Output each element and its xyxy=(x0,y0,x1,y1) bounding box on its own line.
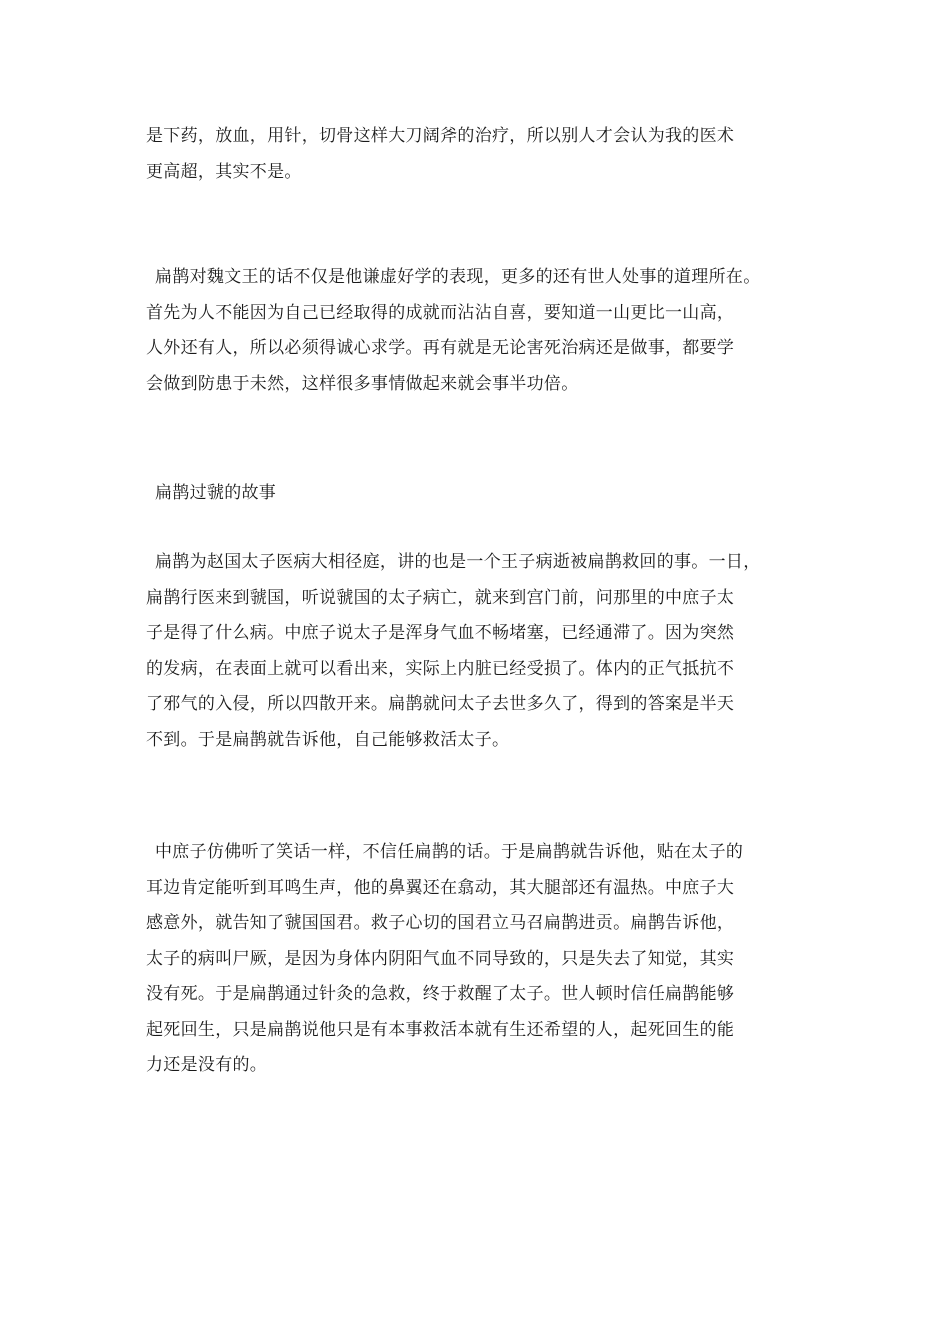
paragraph-story-intro xyxy=(146,545,826,758)
paragraph-line: 感意外，就告知了虢国国君。救子心切的国君立马召扁鹊进贡。扁鹊告诉他， xyxy=(146,913,735,933)
paragraph-line: 的发病，在表面上就可以看出来，实际上内脏已经受损了。体内的正气抵抗不 xyxy=(146,658,735,679)
paragraph-line: 中庶子仿佛听了笑话一样，不信任扁鹊的话。于是扁鹊就告诉他，贴在太子的 xyxy=(155,842,744,862)
paragraph-lesson xyxy=(146,260,826,402)
heading-text: 扁鹊过虢的故事 xyxy=(155,483,277,503)
paragraph-line: 太子的病叫尸厥，是因为身体内阴阳气血不同导致的，只是失去了知觉，其实 xyxy=(146,948,735,969)
paragraph-line: 耳边肯定能听到耳鸣生声，他的鼻翼还在翕动，其大腿部还有温热。中庶子大 xyxy=(146,877,735,898)
paragraph-line: 没有死。于是扁鹊通过针灸的急救，终于救醒了太子。世人顿时信任扁鹊能够 xyxy=(146,984,735,1004)
paragraph-line: 更高超，其实不是。 xyxy=(146,161,302,182)
paragraph-treatment-ending xyxy=(146,119,826,190)
paragraph-line: 首先为人不能因为自己已经取得的成就而沾沾自喜，要知道一山更比一山高， xyxy=(146,302,735,323)
paragraph-line: 是下药，放血，用针，切骨这样大刀阔斧的治疗，所以别人才会认为我的医术 xyxy=(146,126,735,146)
paragraph-line: 会做到防患于未然，这样很多事情做起来就会事半功倍。 xyxy=(146,373,579,394)
section-heading xyxy=(146,476,826,512)
paragraph-line: 起死回生，只是扁鹊说他只是有本事救活本就有生还希望的人，起死回生的能 xyxy=(146,1019,735,1040)
paragraph-line: 不到。于是扁鹊就告诉他，自己能够救活太子。 xyxy=(146,729,510,750)
paragraph-line: 子是得了什么病。中庶子说太子是浑身气血不畅堵塞，已经通滞了。因为突然 xyxy=(146,623,735,643)
paragraph-line: 了邪气的入侵，所以四散开来。扁鹊就问太子去世多久了，得到的答案是半天 xyxy=(146,694,735,714)
paragraph-line: 扁鹊行医来到虢国，听说虢国的太子病亡，就来到宫门前，问那里的中庶子太 xyxy=(146,587,735,608)
paragraph-line: 扁鹊为赵国太子医病大相径庭，讲的也是一个王子病逝被扁鹊救回的事。一日， xyxy=(155,552,761,572)
paragraph-story-rescue xyxy=(146,835,826,1084)
paragraph-line: 人外还有人，所以必须得诚心求学。再有就是无论害死治病还是做事，都要学 xyxy=(146,338,735,358)
paragraph-line: 力还是没有的。 xyxy=(146,1055,268,1075)
paragraph-line: 扁鹊对魏文王的话不仅是他谦虚好学的表现，更多的还有世人处事的道理所在。 xyxy=(155,267,761,287)
